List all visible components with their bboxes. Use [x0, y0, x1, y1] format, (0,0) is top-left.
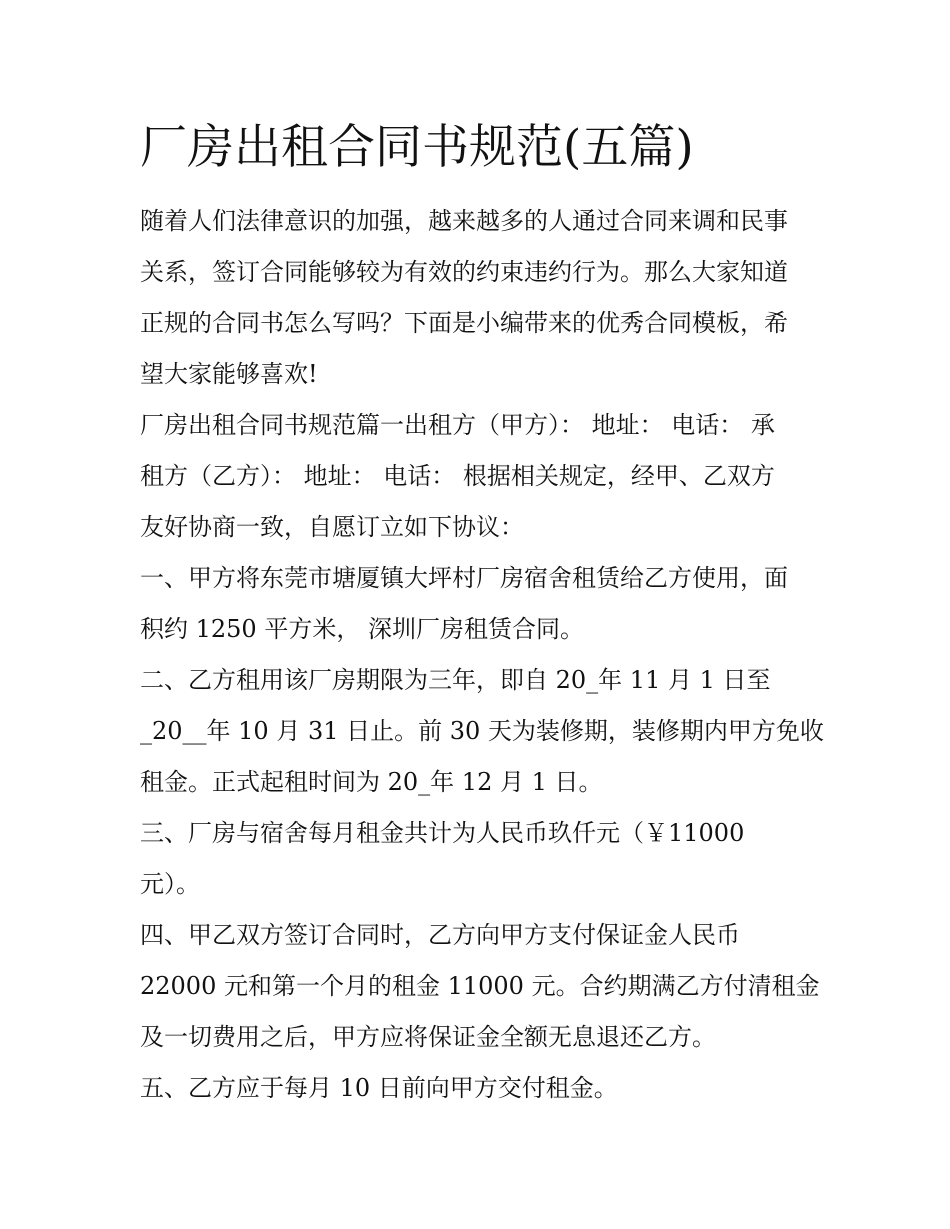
clause-1 [140, 553, 815, 655]
paragraph-line: 22000 元和第一个月的租金 11000 元。合约期满乙方付清租金 [140, 972, 820, 1000]
paragraph-line: 厂房出租合同书规范篇一出租方（甲方）： 地址： 电话： 承 [140, 411, 775, 439]
clause-5 [140, 1063, 815, 1114]
intro-paragraph [140, 196, 815, 400]
clause-4 [140, 910, 820, 1063]
paragraph-line: 四、甲乙双方签订合同时，乙方向甲方支付保证金人民币 [140, 921, 740, 949]
clause-2 [140, 655, 824, 808]
document-title: 厂房出租合同书规范(五篇) [140, 120, 694, 175]
paragraph-line: 三、厂房与宿舍每月租金共计为人民币玖仟元（￥11000 [140, 819, 745, 847]
paragraph-line: 积约 1250 平方米， 深圳厂房租赁合同。 [140, 615, 584, 643]
document-page [140, 112, 824, 1114]
parties-paragraph [140, 400, 815, 553]
paragraph-line: 五、乙方应于每月 10 日前向甲方交付租金。 [140, 1074, 618, 1102]
paragraph-line: 租方（乙方）： 地址： 电话： 根据相关规定，经甲、乙双方 [140, 462, 775, 490]
paragraph-line: 关系，签订合同能够较为有效的约束违约行为。那么大家知道 [140, 258, 788, 286]
clause-3 [140, 808, 815, 910]
paragraph-line: 元）。 [140, 870, 200, 898]
paragraph-line: 二、乙方租用该厂房期限为三年，即自 20_年 11 月 1 日至 [140, 666, 771, 694]
paragraph-line: 正规的合同书怎么写吗？下面是小编带来的优秀合同模板，希 [140, 309, 788, 337]
paragraph-line: 随着人们法律意识的加强，越来越多的人通过合同来调和民事 [140, 207, 788, 235]
paragraph-line: 租金。正式起租时间为 20_年 12 月 1 日。 [140, 768, 603, 796]
paragraph-line: 友好协商一致，自愿订立如下协议： [140, 513, 524, 541]
paragraph-line: 及一切费用之后，甲方应将保证金全额无息退还乙方。 [140, 1023, 716, 1051]
paragraph-line: 一、甲方将东莞市塘厦镇大坪村厂房宿舍租赁给乙方使用，面 [140, 564, 788, 592]
paragraph-line: 望大家能够喜欢! [140, 360, 318, 388]
paragraph-line: _20__年 10 月 31 日止。前 30 天为装修期，装修期内甲方免收 [140, 717, 824, 745]
